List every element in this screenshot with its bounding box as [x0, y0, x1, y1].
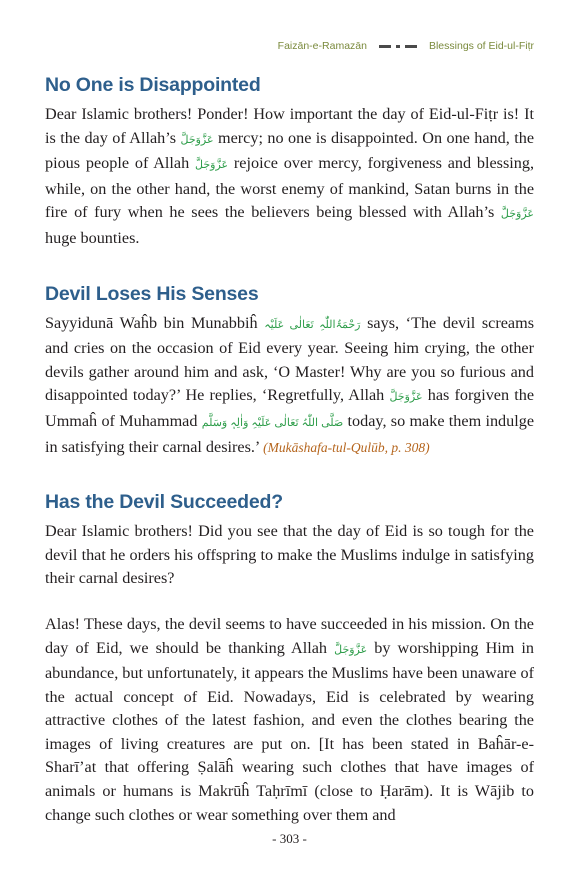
header-chapter-title: Blessings of Eid-ul-Fiṭr	[428, 40, 534, 52]
honorific-sallallahu: صَلَّی اللّٰہُ تَعَالٰی عَلَیْہِ وَاٰلِہٖ وَسَلَّم	[201, 416, 344, 429]
paragraph-no-one-disappointed: Dear Islamic brothers! Ponder! How important the day of Eid-ul-Fiṭr is! It is the day of Allah’s عَزَّوَجَلَّ mercy; no one is disappointed. On one hand, the pious people of Allah عَزَّوَجَلَّ rejoice over mercy, forgiveness and blessing, while, on the other hand, the worst enemy of mankind, Satan burns in the fire of fury when he sees the believers being blessed with Allah’s عَزَّوَجَلَّ huge bounties.	[45, 105, 535, 247]
header-book-title: Faizān-e-Ramazān	[277, 40, 367, 52]
honorific-azza-wa-jal: عَزَّوَجَلَّ	[334, 643, 368, 656]
paragraph-devil-loses-senses: Sayyidunā Waĥb bin Munabbiĥ رَحْمَۃُاللّٰہِ تَعَالٰی عَلَیْہ says, ‘The devil screams and cries on the occasion of Eid every year. Seeing him crying, the other devils gather around him and ask, ‘O Master! Why are you so furious and disappointed today?’ He replies, ‘Regretfully, Allah عَزَّوَجَلَّ has forgiven the Ummaĥ of Muhammad صَلَّی اللّٰہُ تَعَالٰی عَلَیْہِ وَاٰلِہٖ وَسَلَّم today, so make them indulge in satisfying their carnal desires.’ (Mukāshafa-tul-Qulūb, p. 308)	[45, 313, 535, 456]
section-heading-has-devil-succeeded: Has the Devil Succeeded?	[45, 491, 283, 514]
page-number: - 303 -	[272, 831, 307, 846]
honorific-azza-wa-jal: عَزَّوَجَلَّ	[500, 208, 534, 221]
header-separator	[379, 45, 417, 48]
honorific-azza-wa-jal: عَزَّوَجَلَّ	[180, 133, 214, 146]
honorific-rahmatullah: رَحْمَۃُاللّٰہِ تَعَالٰی عَلَیْہ	[264, 318, 361, 331]
section-heading-devil-loses-senses: Devil Loses His Senses	[45, 282, 259, 305]
paragraph-devil-offspring: Dear Islamic brothers! Did you see that the day of Eid is so tough for the devil that he orders his offspring to make the Muslims indulge in satisfying their carnal desires?	[45, 522, 534, 588]
citation: (Mukāshafa-tul-Qulūb, p. 308)	[263, 439, 430, 455]
paragraph-devil-succeeded: Alas! These days, the devil seems to have succeeded in his mission. On the day of Eid, we should be thanking Allah عَزَّوَجَلَّ by worshipping Him in abundance, but unfortunately, it appears the Muslims have been unaware of the actual concept of Eid. Nowadays, Eid is celebrated by wearing attractive clothes of the latest fashion, and even the clothes bearing the images of living creatures are put on. [It has been stated in Baĥār-e-Sharī’at that offering Ṣalāĥ wearing such clothes that have images of animals or humans is Makrūĥ Taḥrīmī (close to Ḥarām). It is Wājib to change such clothes or wear something over them and	[45, 614, 535, 824]
honorific-azza-wa-jal: عَزَّوَجَلَّ	[195, 159, 229, 172]
running-header	[278, 40, 534, 52]
section-heading-no-one-disappointed: No One is Disappointed	[45, 74, 261, 96]
page-body	[45, 74, 534, 827]
honorific-azza-wa-jal: عَزَّوَجَلَّ	[389, 391, 423, 404]
